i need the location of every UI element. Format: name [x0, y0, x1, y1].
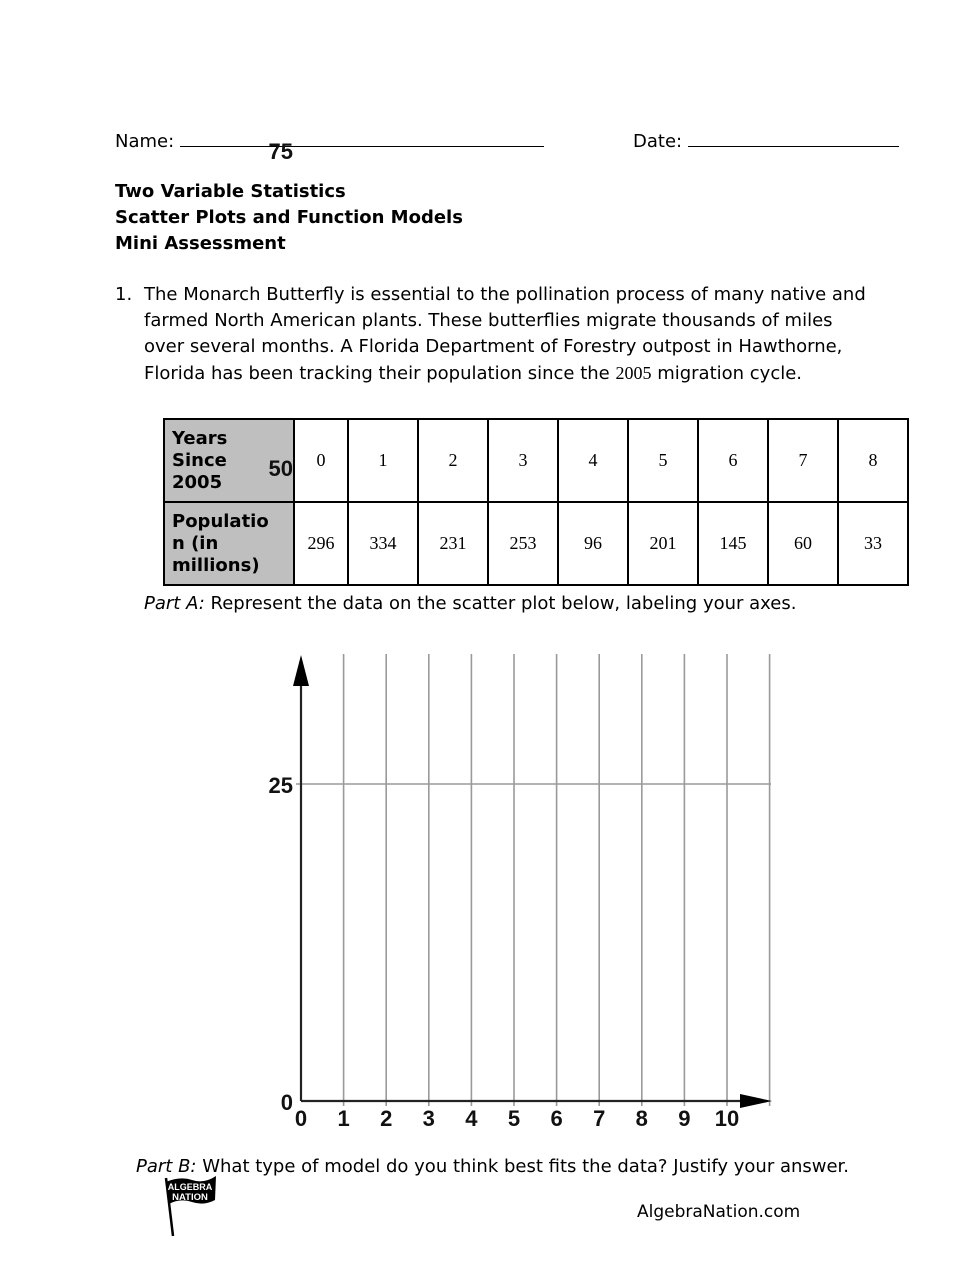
- y-tick-label: 25: [268, 773, 293, 798]
- question-line: over several months. A Florida Department of Forestry outpost in Hawthorne,: [144, 336, 843, 357]
- part-b-label: Part B:: [136, 1156, 197, 1177]
- date-label: Date:: [633, 131, 683, 152]
- table-cell: 334: [348, 502, 418, 585]
- row-header-population: Populatio n (in millions): [164, 502, 294, 585]
- table-cell: 253: [488, 502, 558, 585]
- flag-icon: [160, 1174, 220, 1238]
- row-header-years: Years Since 2005: [164, 419, 294, 502]
- table-cell: 60: [768, 502, 838, 585]
- table-cell: 6: [698, 419, 768, 502]
- y-axis-arrow-icon: [293, 655, 309, 686]
- x-tick-label: 8: [635, 1106, 648, 1131]
- table-cell: 2: [418, 419, 488, 502]
- part-b-prompt: [136, 1156, 849, 1177]
- question-line: farmed North American plants. These butterflies migrate thousands of miles: [144, 310, 833, 331]
- y-tick-labels: [256, 0, 293, 1115]
- table-cell: 33: [838, 502, 908, 585]
- table-cell: 4: [558, 419, 628, 502]
- grid-vertical-lines: [344, 654, 770, 1106]
- axes: [293, 655, 772, 1108]
- site-url[interactable]: AlgebraNation.com: [637, 1202, 801, 1222]
- year-inline: 2005: [615, 363, 652, 383]
- name-label: Name:: [115, 131, 175, 152]
- table-cell: 201: [628, 502, 698, 585]
- x-axis-arrow-icon: [740, 1094, 772, 1108]
- question-line: The Monarch Butterfly is essential to the pollination process of many native and: [144, 284, 866, 305]
- x-tick-label: 6: [550, 1106, 563, 1131]
- part-a-text: Represent the data on the scatter plot below, labeling your axes.: [204, 593, 797, 614]
- y-tick-label: 50: [268, 456, 293, 481]
- x-tick-label: 5: [507, 1106, 521, 1131]
- table-cell: 0: [294, 419, 348, 502]
- x-tick-label: 9: [678, 1106, 691, 1131]
- table-cell: 145: [698, 502, 768, 585]
- table-cell: 1: [348, 419, 418, 502]
- x-tick-label: 0: [294, 1106, 308, 1131]
- logo-text-2: NATION: [172, 1192, 208, 1203]
- question-line: Florida has been tracking their population since the 2005 migration cycle.: [144, 363, 803, 384]
- x-tick-labels: [295, 1106, 739, 1131]
- table-cell: 8: [838, 419, 908, 502]
- part-b-text: What type of model do you think best fits the data? Justify your answer.: [196, 1156, 850, 1177]
- table-cell: 96: [558, 502, 628, 585]
- title-line-3: Mini Assessment: [115, 233, 286, 254]
- table-cell: 7: [768, 419, 838, 502]
- x-tick-label: 4: [465, 1106, 478, 1131]
- part-a-label: Part A:: [144, 593, 205, 614]
- table-cell: 5: [628, 419, 698, 502]
- x-tick-label: 2: [380, 1106, 393, 1131]
- y-tick-label: 0: [280, 1090, 293, 1115]
- x-tick-label: 1: [337, 1106, 350, 1131]
- x-tick-label: 3: [422, 1106, 435, 1131]
- algebra-nation-logo: [160, 1174, 220, 1238]
- question-number: 1.: [115, 284, 133, 305]
- title-line-1: Two Variable Statistics: [115, 181, 346, 202]
- title-line-2: Scatter Plots and Function Models: [115, 207, 463, 228]
- x-tick-label: 7: [593, 1106, 606, 1131]
- y-tick-label: 75: [268, 139, 293, 164]
- table-cell: 231: [418, 502, 488, 585]
- logo-text-1: ALGEBRA: [167, 1182, 213, 1192]
- table-cell: 3: [488, 419, 558, 502]
- table-cell: 296: [294, 502, 348, 585]
- x-tick-label: 10: [714, 1106, 740, 1131]
- grid-horizontal-lines: [296, 0, 771, 784]
